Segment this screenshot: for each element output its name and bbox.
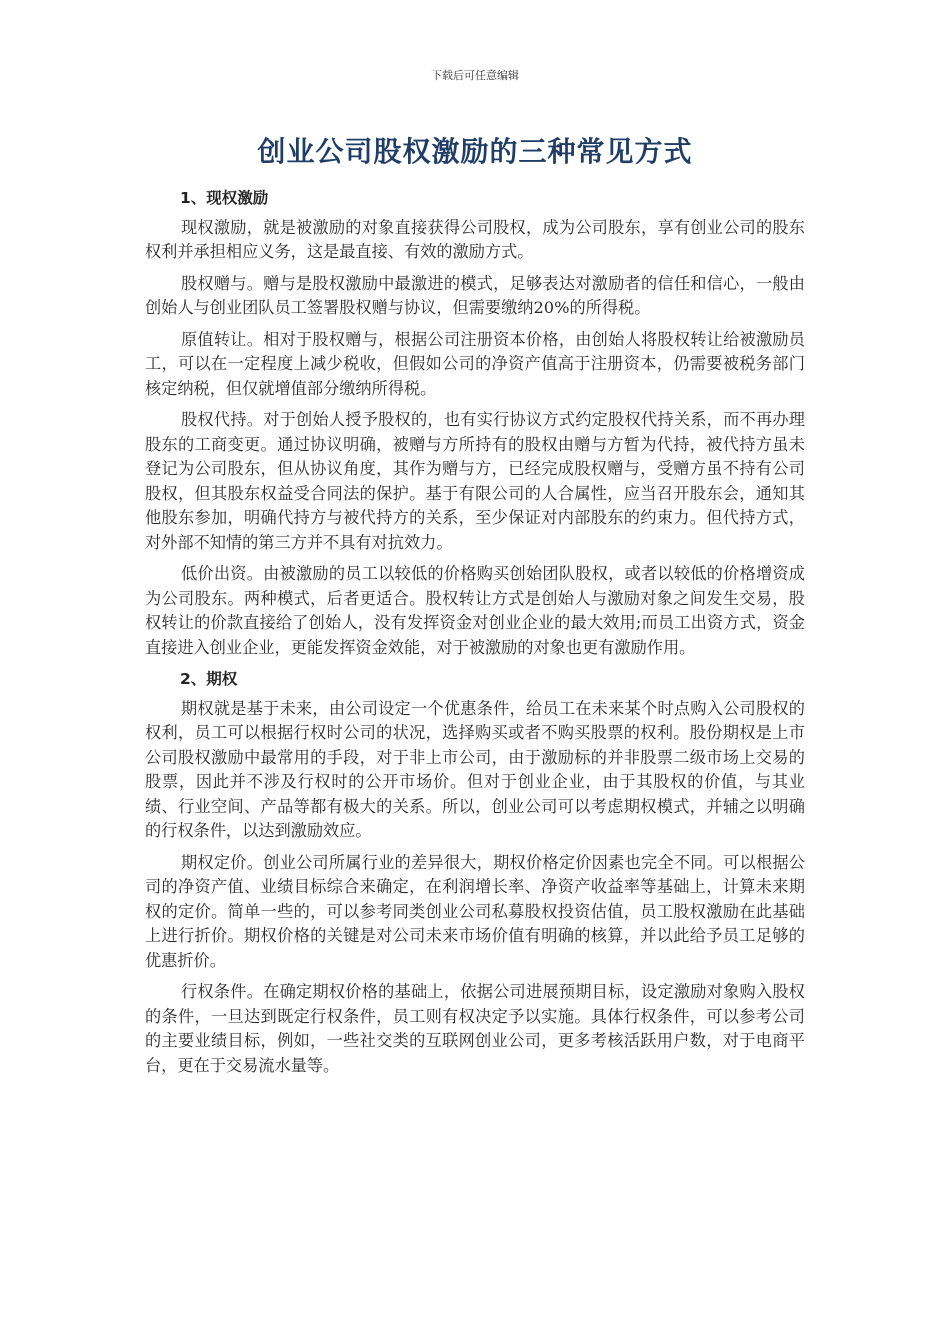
header-note: 下载后可任意编辑: [431, 69, 519, 82]
document-body: [145, 180, 805, 1085]
paragraph: 期权定价。创业公司所属行业的差异很大，期权价格定价因素也完全不同。可以根据公司的净资产值、业绩目标综合来确定，在利润增长率、净资产收益率等基础上，计算未来期权的定价。简单一些的，可以参考同类创业公司私募股权投资估值，员工股权激励在此基础上进行折价。期权价格的关键是对公司未来市场价值有明确的核算，并以此给予员工足够的优惠折价。: [145, 852, 805, 970]
paragraph: 股权代持。对于创始人授予股权的，也有实行协议方式约定股权代持关系，而不再办理股东的工商变更。通过协议明确，被赠与方所持有的股权由赠与方暂为代持，被代持方虽未登记为公司股东，但从协议角度，其作为赠与方，已经完成股权赠与，受赠方虽不持有公司股权，但其股东权益受合同法的保护。基于有限公司的人合属性，应当召开股东会，通知其他股东参加，明确代持方与被代持方的关系，至少保证对内部股东的约束力。但代持方式，对外部不知情的第三方并不具有对抗效力。: [145, 410, 805, 552]
section-heading: 1、现权激励: [180, 189, 269, 207]
paragraph: 低价出资。由被激励的员工以较低的价格购买创始团队股权，或者以较低的价格增资成为公司股东。两种模式，后者更适合。股权转让方式是创始人与激励对象之间发生交易，股权转让的价款直接给了创始人，没有发挥资金对创业企业的最大效用;而员工出资方式，资金直接进入创业企业，更能发挥资金效能，对于被激励的对象也更有激励作用。: [145, 564, 805, 657]
paragraph: 现权激励，就是被激励的对象直接获得公司股权，成为公司股东，享有创业公司的股东权利并承担相应义务，这是最直接、有效的激励方式。: [145, 217, 805, 261]
paragraph: 期权就是基于未来，由公司设定一个优惠条件，给员工在未来某个时点购入公司股权的权利，员工可以根据行权时公司的状况，选择购买或者不购买股票的权利。股份期权是上市公司股权激励中最常用的手段，对于非上市公司，由于激励标的并非股票二级市场上交易的股票，因此并不涉及行权时的公开市场价。但对于创业企业，由于其股权的价值，与其业绩、行业空间、产品等都有极大的关系。所以，创业公司可以考虑期权模式，并辅之以明确的行权条件，以达到激励效应。: [145, 698, 805, 840]
section-heading: 2、期权: [180, 670, 238, 688]
document-title: 创业公司股权激励的三种常见方式: [257, 135, 693, 168]
paragraph: 原值转让。相对于股权赠与，根据公司注册资本价格，由创始人将股权转让给被激励员工，可以在一定程度上减少税收，但假如公司的净资产值高于注册资本，仍需要被税务部门核定纳税，但仅就增值部分缴纳所得税。: [145, 329, 805, 398]
paragraph: 股权赠与。赠与是股权激励中最激进的模式，足够表达对激励者的信任和信心，一般由创始人与创业团队员工签署股权赠与协议，但需要缴纳20%的所得税。: [145, 273, 805, 317]
paragraph: 行权条件。在确定期权价格的基础上，依据公司进展预期目标，设定激励对象购入股权的条件，一旦达到既定行权条件，员工则有权决定予以实施。具体行权条件，可以参考公司的主要业绩目标，例如，一些社交类的互联网创业公司，更多考核活跃用户数，对于电商平台，更在于交易流水量等。: [145, 982, 805, 1075]
